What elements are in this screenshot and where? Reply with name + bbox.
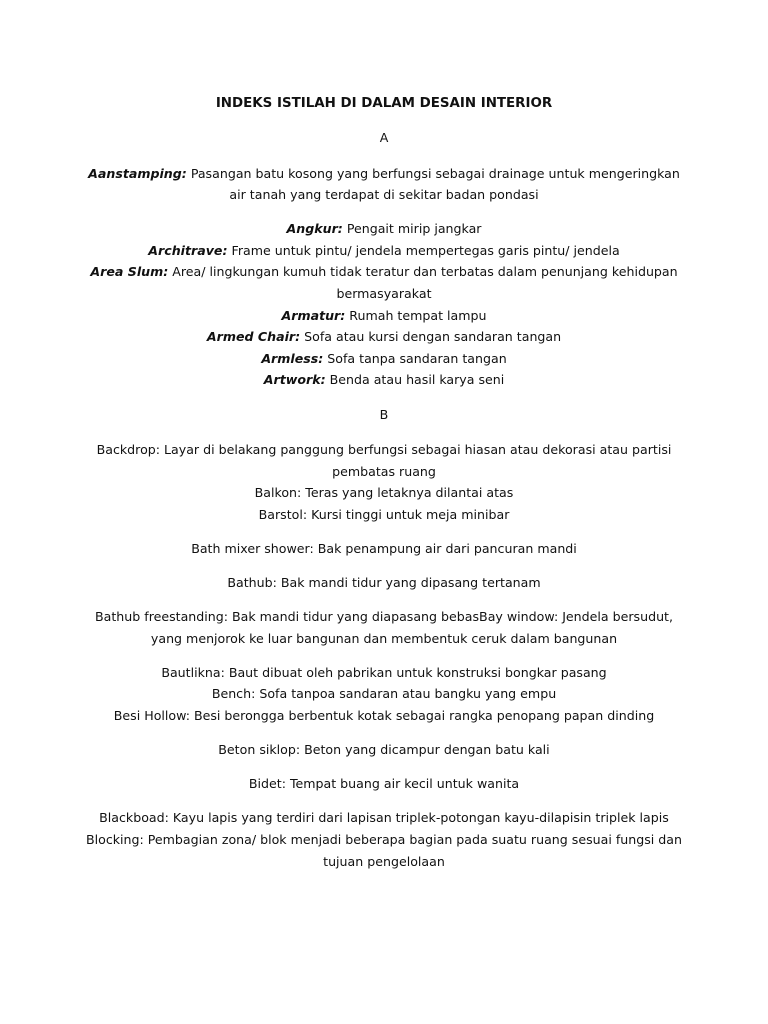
glossary-entry	[80, 240, 688, 262]
entry-definition: Sofa tanpa sandaran tangan	[323, 350, 507, 366]
glossary-entry	[80, 504, 688, 526]
glossary-entry	[80, 606, 688, 649]
glossary-entry	[80, 261, 688, 304]
document-content	[80, 93, 688, 885]
entry-term: Armatur:	[281, 307, 346, 323]
glossary-entry	[80, 163, 688, 206]
glossary-entry	[80, 683, 688, 705]
glossary-entry	[80, 348, 688, 370]
entry-definition: Bath mixer shower: Bak penampung air dari pancuran mandi	[191, 541, 577, 556]
entry-definition: Barstol: Kursi tinggi untuk meja minibar	[258, 506, 510, 522]
entry-term: Angkur:	[286, 221, 343, 237]
entry-group	[80, 572, 688, 594]
entry-definition: Benda atau hasil karya seni	[325, 372, 505, 388]
glossary-entry	[80, 439, 688, 482]
glossary-entry	[80, 326, 688, 348]
entry-term: Artwork:	[263, 372, 326, 388]
entry-definition: Bathub freestanding: Bak mandi tidur yang diapasang bebasBay window: Jendela bersudut, yang menjorok ke luar bangunan dan membentuk ceruk dalam bangunan	[95, 609, 673, 646]
entry-term: Area Slum:	[90, 264, 169, 280]
entry-group	[80, 439, 688, 525]
page-title: INDEKS ISTILAH DI DALAM DESAIN INTERIOR	[215, 96, 553, 111]
entry-definition: Besi Hollow: Besi berongga berbentuk kotak sebagai rangka penopang papan dinding	[113, 708, 655, 724]
glossary-entry	[80, 369, 688, 391]
entry-term: Architrave:	[148, 242, 228, 258]
glossary-entry	[80, 538, 688, 560]
entry-definition: Pasangan batu kosong yang berfungsi sebagai drainage untuk mengeringkan air tanah yang terdapat di sekitar badan pondasi	[186, 165, 680, 203]
entry-group	[80, 739, 688, 761]
section-letter: B	[379, 406, 389, 422]
glossary-entry	[80, 305, 688, 327]
entry-group	[80, 807, 688, 872]
entry-group	[80, 773, 688, 795]
glossary-entry	[80, 705, 688, 727]
entry-definition: Beton siklop: Beton yang dicampur dengan batu kali	[218, 742, 550, 758]
entry-group	[80, 662, 688, 727]
entry-definition: Backdrop: Layar di belakang panggung berfungsi sebagai hiasan atau dekorasi atau partisi pembatas ruang	[96, 442, 672, 479]
entry-definition: Bathub: Bak mandi tidur yang dipasang tertanam	[227, 575, 541, 591]
entry-definition: Sofa atau kursi dengan sandaran tangan	[300, 329, 562, 345]
entry-definition: Rumah tempat lampu	[345, 307, 487, 323]
entry-definition: Balkon: Teras yang letaknya dilantai atas	[254, 485, 514, 501]
glossary-entry	[80, 739, 688, 761]
entry-group	[80, 218, 688, 391]
glossary-entry	[80, 829, 688, 872]
entry-group	[80, 606, 688, 649]
entry-term: Armless:	[261, 350, 324, 366]
entry-definition: Blackboad: Kayu lapis yang terdiri dari lapisan triplek-potongan kayu-dilapisin triplek lapis	[99, 810, 669, 826]
entry-term: Aanstamping:	[88, 165, 187, 181]
entry-definition: Bench: Sofa tanpoa sandaran atau bangku yang empu	[211, 686, 557, 702]
glossary-entry	[80, 807, 688, 829]
glossary-entry	[80, 482, 688, 504]
entry-group	[80, 163, 688, 206]
entry-group	[80, 538, 688, 560]
entry-definition: Bautlikna: Baut dibuat oleh pabrikan untuk konstruksi bongkar pasang	[161, 664, 607, 680]
glossary-entry	[80, 773, 688, 795]
entry-definition: Area/ lingkungan kumuh tidak teratur dan terbatas dalam penunjang kehidupan bermasyarakat	[168, 264, 678, 302]
entry-term: Armed Chair:	[206, 329, 301, 345]
entry-definition: Frame untuk pintu/ jendela mempertegas garis pintu/ jendela	[227, 242, 620, 258]
glossary-entry	[80, 218, 688, 240]
entry-definition: Blocking: Pembagian zona/ blok menjadi beberapa bagian pada suatu ruang sesuai fungsi dan tujuan pengelolaan	[85, 831, 682, 869]
glossary-sections	[80, 127, 688, 872]
section-letter: A	[379, 130, 389, 145]
glossary-entry	[80, 662, 688, 684]
entry-definition: Pengait mirip jangkar	[342, 221, 482, 237]
glossary-entry	[80, 572, 688, 594]
entry-definition: Bidet: Tempat buang air kecil untuk wanita	[248, 776, 520, 792]
